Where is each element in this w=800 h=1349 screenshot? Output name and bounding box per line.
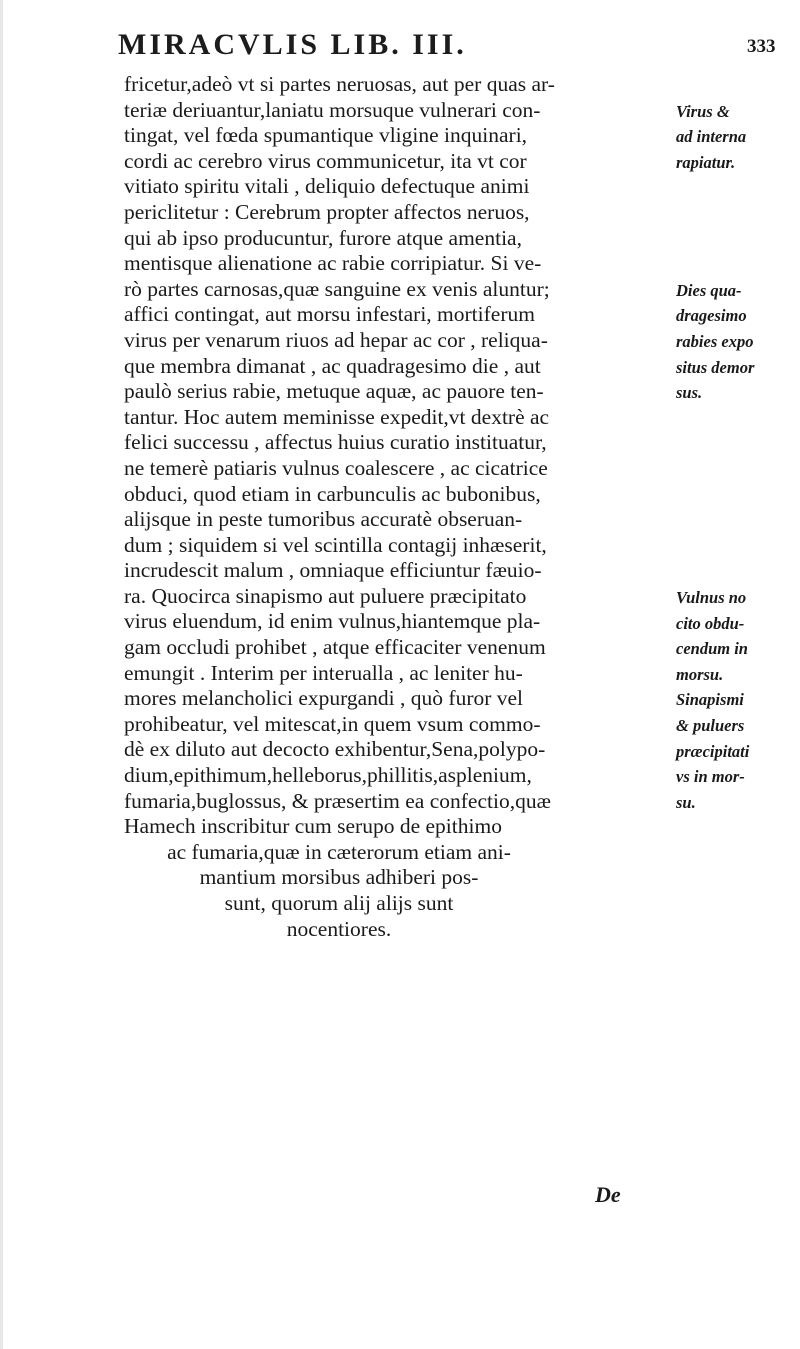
running-title: MIRACVLIS LIB. III. — [118, 28, 467, 61]
margin-note: vs in mor- — [676, 767, 745, 787]
main-text-block — [124, 72, 684, 942]
text-line: incrudescit malum , omniaque efficiuntur fæuio- — [124, 558, 542, 583]
text-line: qui ab ipso producuntur, furore atque amentia, — [124, 225, 522, 250]
margin-note: morsu. — [676, 664, 724, 684]
text-line: periclitetur : Cerebrum propter affectos neruos, — [124, 199, 530, 224]
text-line: tingat, vel fœda spumantique vligine inquinari, — [124, 123, 528, 148]
text-line: prohibeatur, vel mitescat,in quem vsum commo- — [124, 711, 541, 736]
text-line: fricetur,adeò vt si partes neruosas, aut per quas ar- — [124, 72, 555, 96]
text-line: mentisque alienatione ac rabie corripiatur. Si ve- — [124, 251, 542, 276]
margin-note: Dies qua- — [676, 280, 742, 300]
text-line: dè ex diluto aut decocto exhibentur,Sena,polypo- — [124, 737, 546, 762]
margin-note: dragesimo — [676, 306, 747, 326]
margin-note: Vulnus no — [676, 588, 747, 607]
text-line: dum ; siquidem si vel scintilla contagij inhæserit, — [124, 532, 547, 557]
text-line: affici contingat, aut morsu infestari, mortiferum — [124, 302, 535, 327]
text-line: mantium morsibus adhiberi pos- — [199, 865, 479, 890]
margin-note: præcipitati — [676, 741, 750, 761]
text-line: paulò serius rabie, metuque aquæ, ac pauore ten- — [124, 379, 544, 404]
text-line: dium,epithimum,helleborus,phillitis,asplenium, — [124, 763, 532, 788]
margin-note: Sinapismi — [676, 690, 744, 710]
text-line: que membra dimanat , ac quadragesimo die , aut — [124, 353, 541, 378]
text-line: sunt, quorum alij alijs sunt — [224, 891, 454, 915]
text-line: ne temerè patiaris vulnus coalescere , ac cicatrice — [124, 455, 548, 480]
catchword: De — [595, 1182, 621, 1207]
text-line: teriæ deriuantur,laniatu morsuque vulnerari con- — [124, 97, 541, 122]
text-line: alijsque in peste tumoribus accuratè obseruan- — [124, 507, 523, 532]
margin-note: situs demor — [676, 357, 755, 377]
text-line: cordi ac cerebro virus communicetur, ita vt cor — [124, 148, 527, 173]
text-line: rò partes carnosas,quæ sanguine ex venis aluntur; — [124, 276, 550, 301]
margin-note: su. — [676, 792, 696, 812]
margin-note: cendum in — [676, 639, 748, 659]
text-line: virus eluendum, id enim vulnus,hiantemque pla- — [124, 609, 541, 634]
page-number: 333 — [747, 36, 776, 57]
text-line: tantur. Hoc autem meminisse expedit,vt dextrè ac — [124, 404, 550, 429]
margin-note: rapiatur. — [676, 152, 736, 172]
page-header — [0, 28, 800, 68]
margin-note: cito obdu- — [676, 613, 745, 633]
text-line: emungit . Interim per interualla , ac leniter hu- — [124, 660, 523, 685]
text-line: Hamech inscribitur cum serupo de epithimo — [124, 814, 502, 839]
text-line: fumaria,buglossus, & præsertim ea confectio,quæ — [124, 788, 551, 813]
text-line: ra. Quocirca sinapismo aut puluere præcipitato — [124, 583, 527, 608]
text-line: ac fumaria,quæ in cæterorum etiam ani- — [167, 839, 511, 864]
text-line: virus per venarum riuos ad hepar ac cor , reliqua- — [124, 327, 548, 352]
text-line: obduci, quod etiam in carbunculis ac bubonibus, — [124, 481, 541, 506]
page-gutter — [0, 0, 3, 1349]
text-line: gam occludi prohibet , atque efficaciter venenum — [124, 635, 546, 660]
text-line: vitiato spiritu vitali , deliquio defectuque animi — [124, 174, 530, 199]
text-line: mores melancholici expurgandi , quò furor vel — [124, 686, 524, 711]
margin-note: Virus & — [676, 101, 730, 121]
margin-note: ad interna — [676, 127, 747, 147]
text-line: nocentiores. — [286, 916, 392, 941]
margin-note: sus. — [676, 383, 703, 403]
margin-note: & puluers — [676, 716, 745, 735]
text-line: felici successu , affectus huius curatio instituatur, — [124, 430, 547, 455]
margin-note: rabies expo — [676, 332, 754, 351]
